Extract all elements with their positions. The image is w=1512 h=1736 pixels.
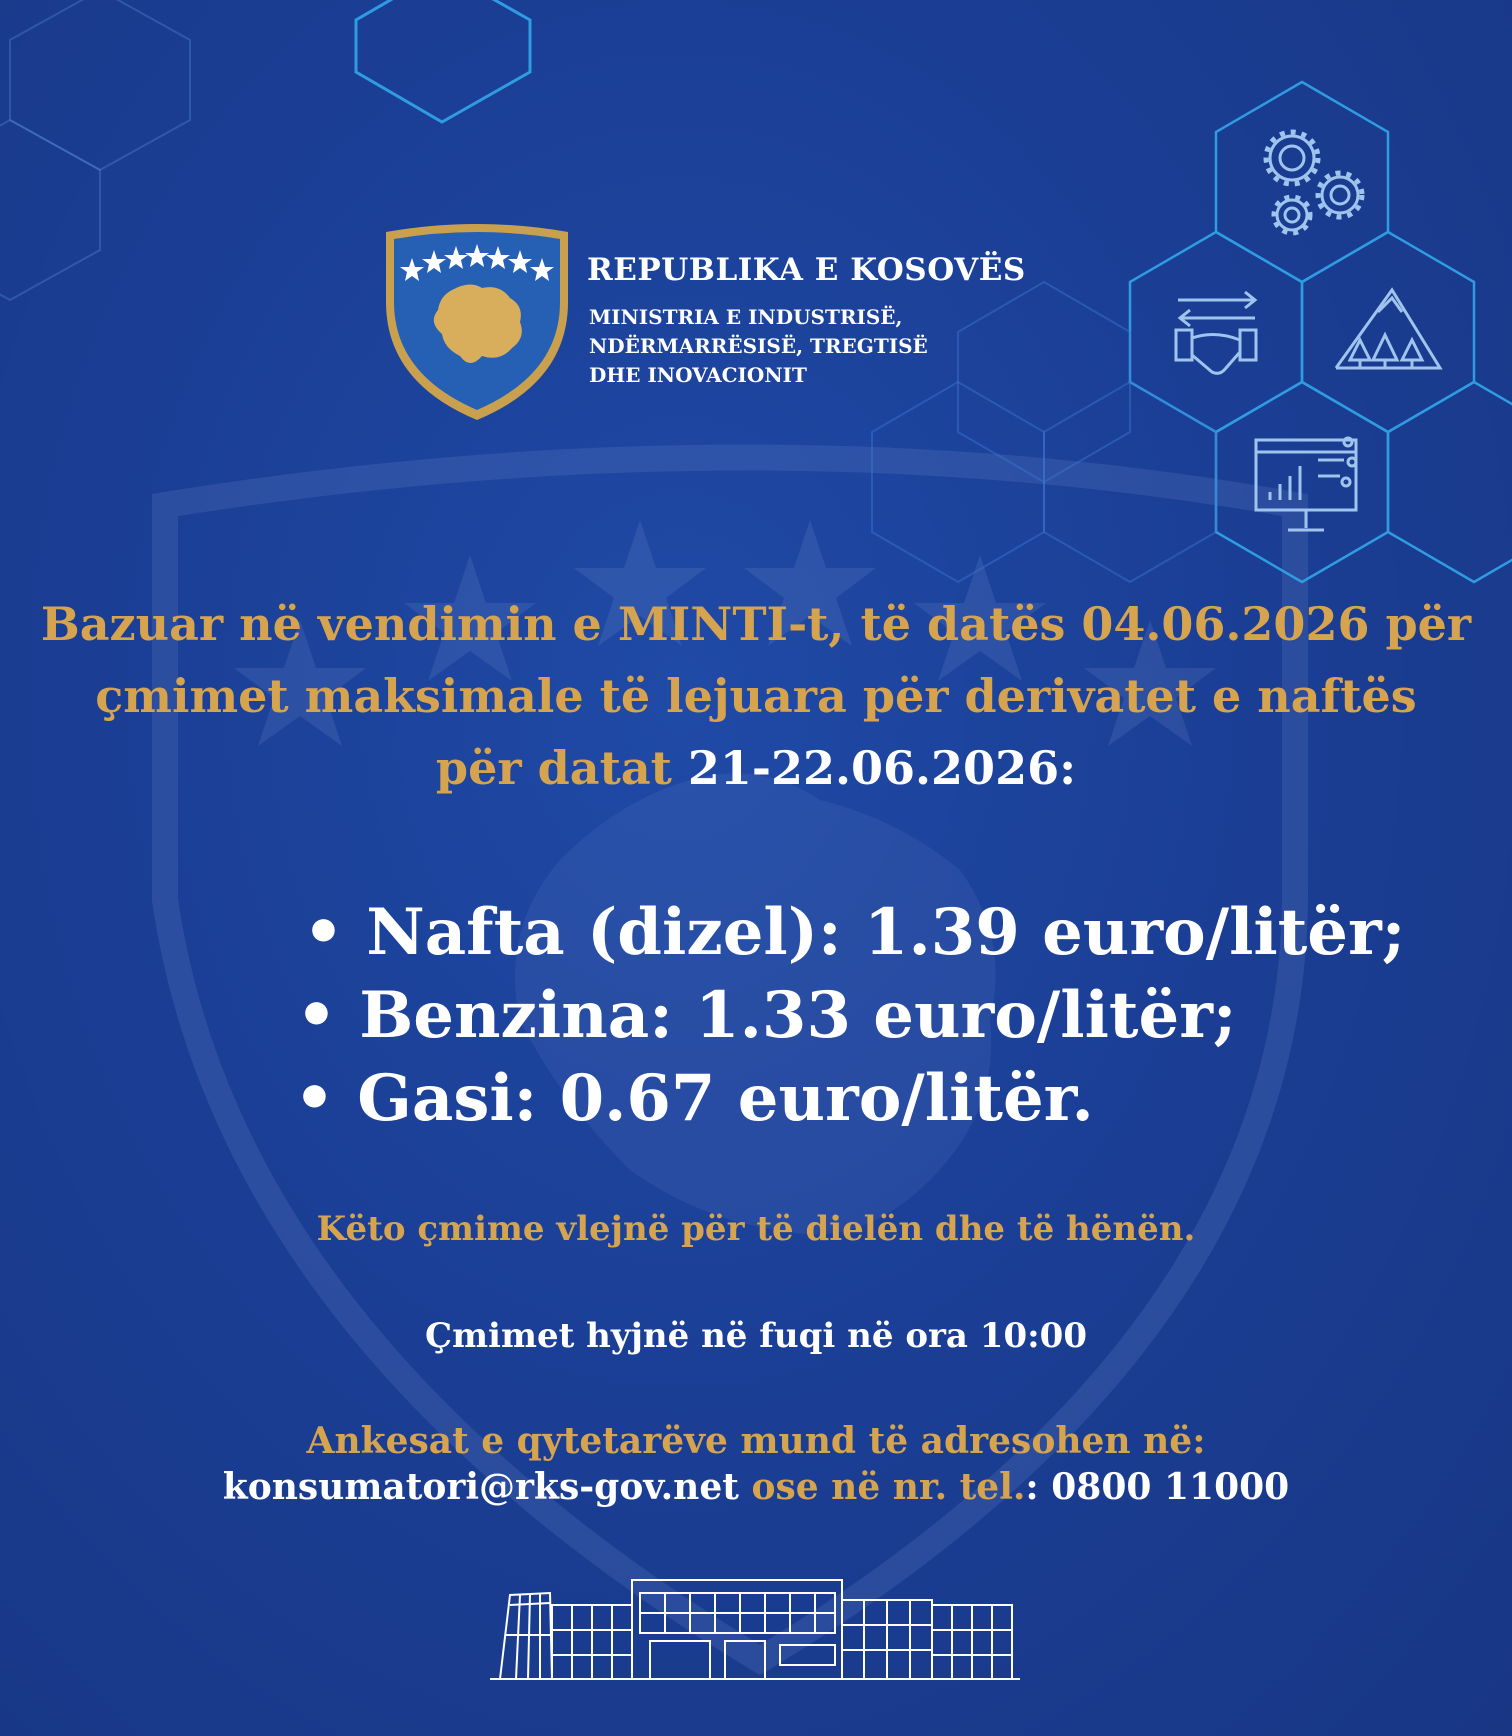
price-gas: • Gasi: 0.67 euro/litër. [294, 1061, 1094, 1136]
republic-title: REPUBLIKA E KOSOVËS [587, 252, 1026, 288]
validity-note: Këto çmime vlejnë për të dielën dhe të hënën. [316, 1209, 1196, 1249]
contact-or-phone: ose në nr. tel. [751, 1466, 1026, 1508]
intro-line-3 [0, 732, 1512, 804]
contact-line [0, 1466, 1512, 1508]
ministry-name-line-3: DHE INOVACIONIT [589, 363, 807, 387]
gears-icon [1266, 132, 1362, 233]
mountains-icon [1336, 290, 1440, 368]
complaints-note: Ankesat e qytetarëve mund të adresohen në: [306, 1420, 1206, 1462]
intro-dates: 21-22.06.2026: [687, 741, 1077, 795]
intro-line-1: Bazuar në vendimin e MINTI-t, të datës 04.06.2026 për [40, 597, 1472, 651]
contact-email[interactable]: konsumatori@rks-gov.net [222, 1466, 739, 1508]
price-petrol: • Benzina: 1.33 euro/litër; [296, 978, 1237, 1053]
ministry-name-line-2: NDËRMARRËSISË, TREGTISË [589, 334, 928, 358]
monitor-chart-icon [1256, 438, 1356, 530]
ministry-name-line-1: MINISTRIA E INDUSTRISË, [589, 305, 903, 329]
handshake-icon [1176, 292, 1256, 373]
ministry-building-icon [490, 1575, 1020, 1685]
effective-time-note: Çmimet hyjnë në fuqi në ora 10:00 [425, 1316, 1087, 1356]
intro-text [0, 588, 1512, 804]
contact-phone[interactable]: : 0800 11000 [1025, 1466, 1290, 1508]
price-diesel: • Nafta (dizel): 1.39 euro/litër; [303, 895, 1406, 970]
kosovo-emblem-icon [382, 222, 572, 422]
hex-icons [0, 0, 1512, 600]
intro-dates-prefix: për datat [435, 741, 672, 795]
intro-line-2: çmimet maksimale të lejuara për derivatet e naftës [95, 669, 1417, 723]
